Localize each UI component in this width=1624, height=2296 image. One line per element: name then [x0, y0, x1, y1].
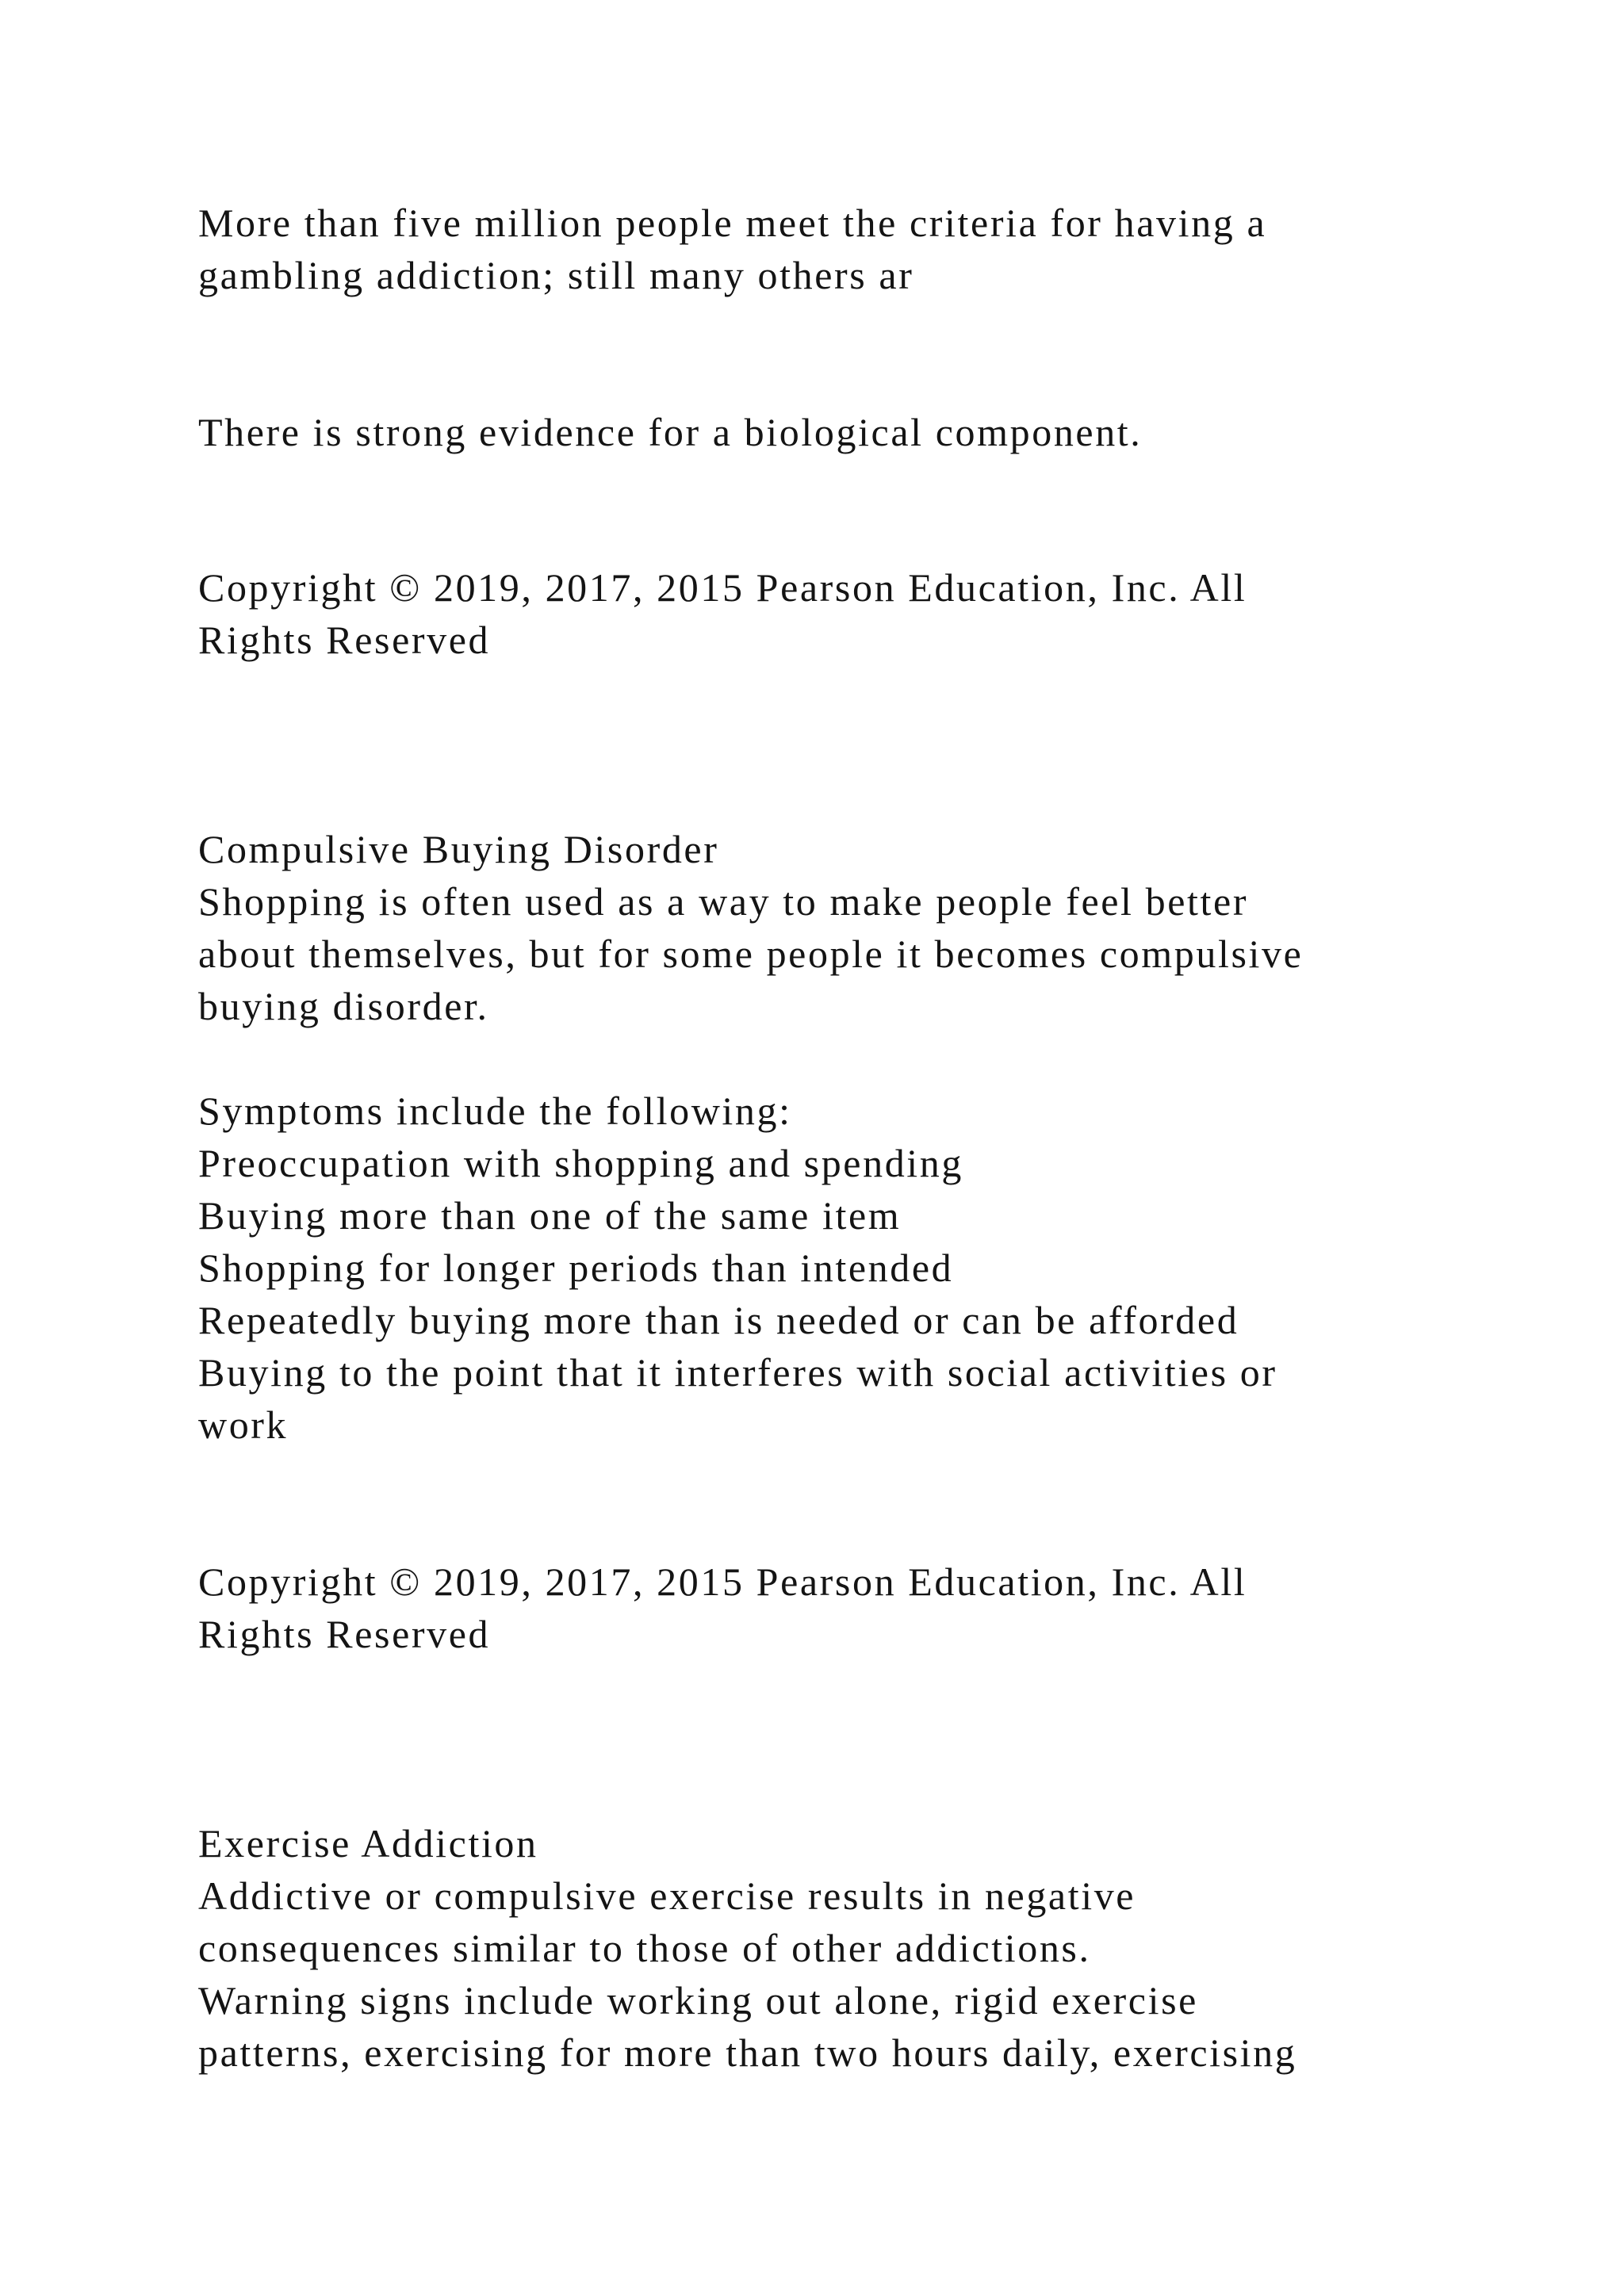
exercise-addiction-heading: Exercise Addiction — [198, 1821, 538, 1866]
symptom-item: Buying to the point that it interferes with social activities or — [198, 1350, 1277, 1395]
compulsive-buying-paragraph-line: buying disorder. — [198, 984, 489, 1028]
compulsive-buying-paragraph-line: Shopping is often used as a way to make people feel better — [198, 879, 1249, 924]
symptoms-intro: Symptoms include the following: — [198, 1089, 792, 1133]
exercise-text-line: consequences similar to those of other addictions. — [198, 1926, 1091, 1970]
copyright-notice-2-line-1: Copyright © 2019, 2017, 2015 Pearson Education, Inc. All — [198, 1559, 1247, 1604]
symptom-item: work — [198, 1402, 289, 1447]
exercise-text-line: Warning signs include working out alone, rigid exercise — [198, 1978, 1198, 2022]
copyright-notice-1-line-2: Rights Reserved — [198, 618, 491, 662]
symptom-item: Buying more than one of the same item — [198, 1193, 902, 1238]
symptom-item: Preoccupation with shopping and spending — [198, 1141, 963, 1185]
symptom-item: Repeatedly buying more than is needed or can be afforded — [198, 1298, 1239, 1342]
exercise-text-line: patterns, exercising for more than two hours daily, exercising — [198, 2030, 1297, 2075]
symptom-item: Shopping for longer periods than intended — [198, 1246, 954, 1290]
biological-component-text: There is strong evidence for a biological component. — [198, 410, 1143, 454]
compulsive-buying-heading: Compulsive Buying Disorder — [198, 827, 719, 871]
gambling-text-line-1: More than five million people meet the criteria for having a — [198, 201, 1267, 245]
copyright-notice-1-line-1: Copyright © 2019, 2017, 2015 Pearson Education, Inc. All — [198, 565, 1247, 610]
compulsive-buying-paragraph-line: about themselves, but for some people it becomes compulsive — [198, 932, 1304, 976]
exercise-text-line: Addictive or compulsive exercise results in negative — [198, 1873, 1136, 1918]
copyright-notice-2-line-2: Rights Reserved — [198, 1612, 491, 1656]
gambling-text-line-2: gambling addiction; still many others ar — [198, 253, 914, 297]
